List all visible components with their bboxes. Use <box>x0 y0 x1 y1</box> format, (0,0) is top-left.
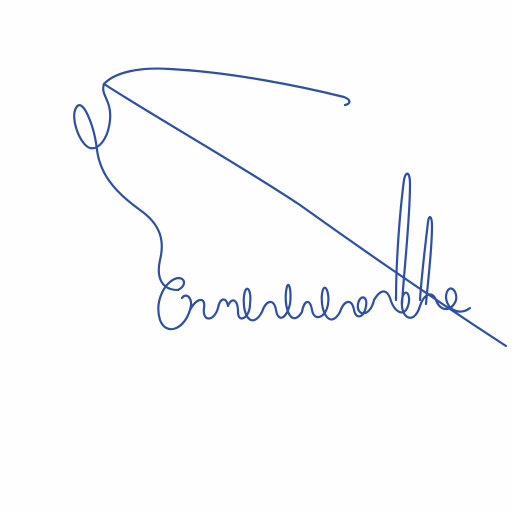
signature-ascender-1 <box>396 174 410 304</box>
signature-cursive-body <box>158 278 470 329</box>
signature-ink <box>74 69 506 346</box>
signature-left-loop <box>74 84 178 290</box>
signature-top-sweep <box>104 69 349 105</box>
signature-diagonal-stroke <box>104 84 506 346</box>
